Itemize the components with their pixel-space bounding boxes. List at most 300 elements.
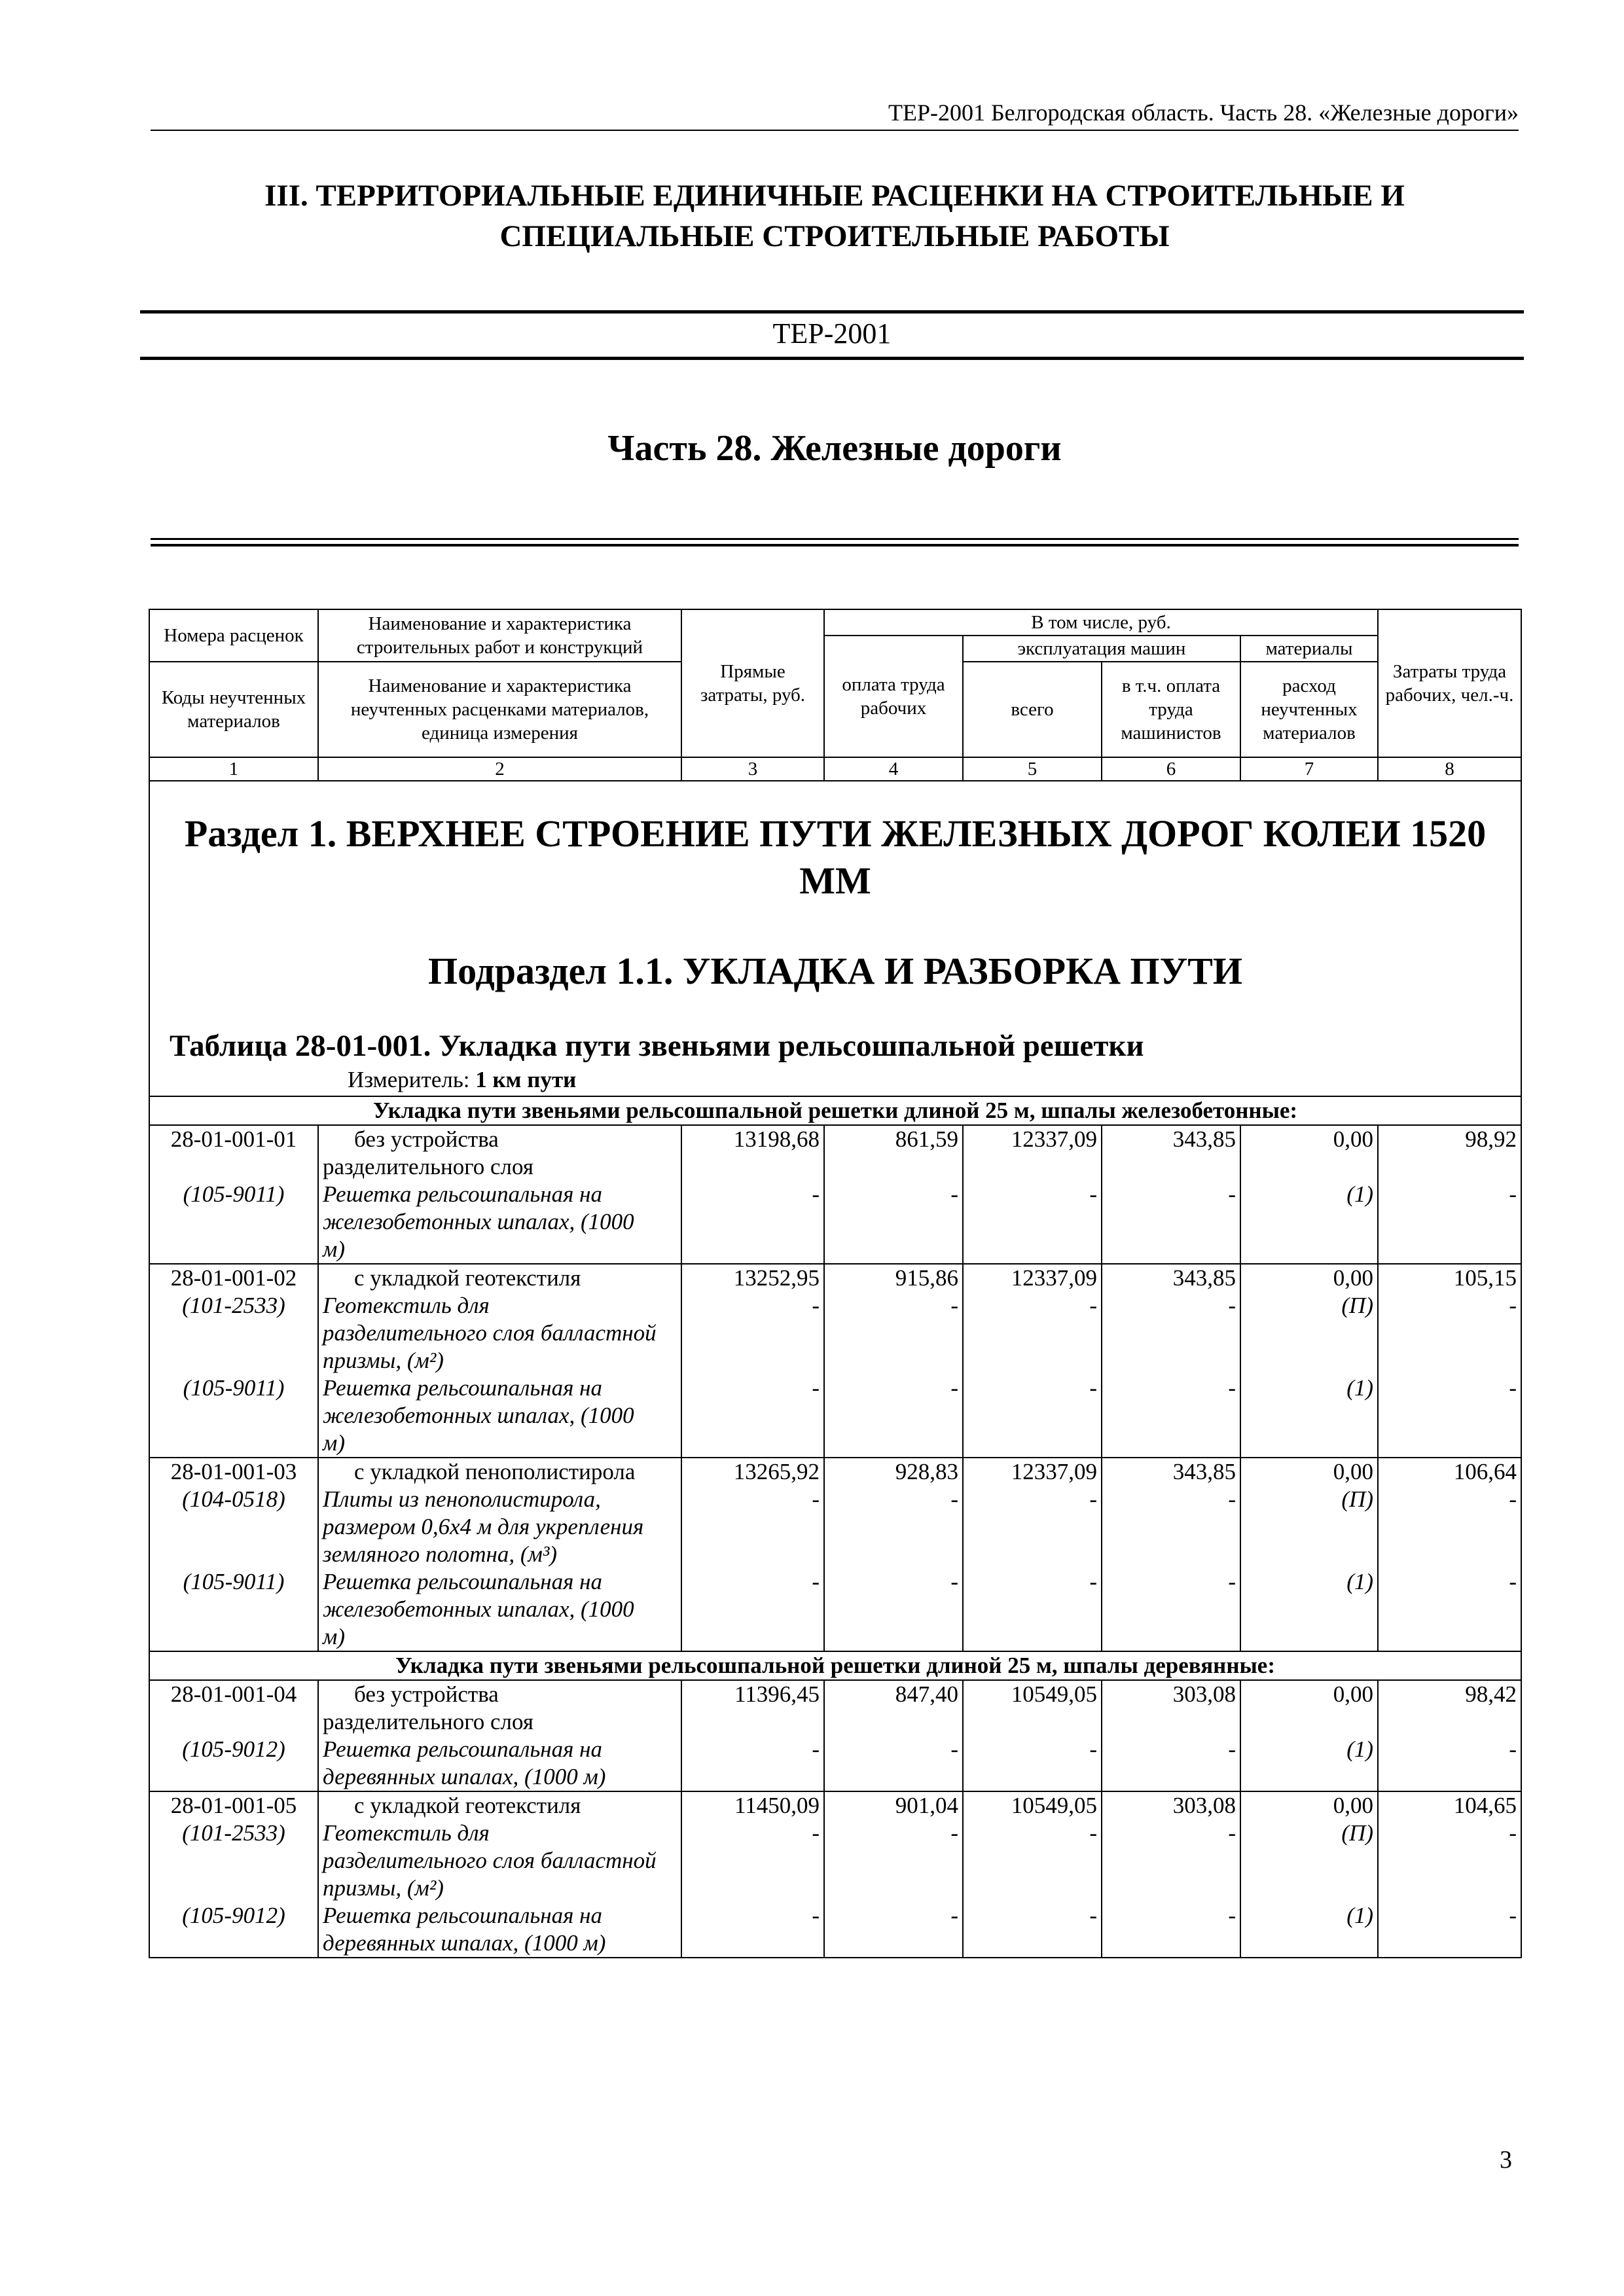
value: 11450,09 xyxy=(734,1793,820,1818)
value: (1) xyxy=(1346,1903,1373,1928)
spacer xyxy=(1106,1763,1236,1791)
spacer xyxy=(967,1874,1097,1902)
table-row xyxy=(149,1125,1521,1264)
spacer xyxy=(686,1319,820,1347)
value: 847,40 xyxy=(895,1681,958,1707)
header-col7: расход неучтенных материалов xyxy=(1240,662,1378,757)
header-col1-top: Номера расценок xyxy=(149,609,318,662)
value: - xyxy=(1228,1820,1236,1846)
material-name-line: земляного полотна, (м³) xyxy=(323,1541,558,1567)
value-cell-c4 xyxy=(824,1125,963,1264)
spacer xyxy=(1106,1429,1236,1457)
spacer xyxy=(829,1347,958,1374)
material-name-line: м) xyxy=(323,1624,345,1649)
spacer xyxy=(154,1708,314,1736)
spacer xyxy=(154,1319,314,1347)
spacer xyxy=(686,1429,820,1457)
column-number: 4 xyxy=(824,757,963,781)
value: 915,86 xyxy=(895,1265,958,1291)
ter-code: ТЕР-2001 xyxy=(772,317,892,350)
spacer xyxy=(1245,1513,1373,1541)
spacer xyxy=(1106,1623,1236,1651)
spacer xyxy=(967,1319,1097,1347)
spacer xyxy=(686,1541,820,1568)
spacer xyxy=(154,1874,314,1902)
podrazdel-title: Подраздел 1.1. УКЛАДКА И РАЗБОРКА ПУТИ xyxy=(427,950,1243,992)
spacer xyxy=(154,1208,314,1236)
value-cell-c7 xyxy=(1240,1680,1378,1791)
spacer xyxy=(967,1596,1097,1623)
value: (П) xyxy=(1341,1486,1373,1512)
header-row-1 xyxy=(149,609,1521,636)
header-col8: Затраты труда рабочих, чел.-ч. xyxy=(1378,609,1521,757)
material-code: (105-9011) xyxy=(183,1375,285,1401)
spacer xyxy=(829,1596,958,1623)
spacer xyxy=(829,1236,958,1263)
rate-code-cell xyxy=(149,1680,318,1791)
spacer xyxy=(1106,1153,1236,1181)
spacer xyxy=(829,1208,958,1236)
value-cell-c7 xyxy=(1240,1791,1378,1958)
material-name-line: Решетка рельсошпальная на xyxy=(323,1903,603,1928)
header-col3: Прямые затраты, руб. xyxy=(681,609,824,757)
rate-code-cell xyxy=(149,1458,318,1651)
spacer xyxy=(1245,1708,1373,1736)
value: - xyxy=(1228,1736,1236,1762)
subhead-concrete: Укладка пути звеньями рельсошпальной решетки длиной 25 м, шпалы железобетонные: xyxy=(149,1096,1521,1125)
material-name-line: Решетка рельсошпальная на xyxy=(323,1569,603,1594)
work-name-line: разделительного слоя xyxy=(323,1709,533,1734)
value: 13198,68 xyxy=(733,1126,820,1152)
spacer xyxy=(1245,1153,1373,1181)
spacer xyxy=(686,1513,820,1541)
rate-number: 28-01-001-01 xyxy=(170,1126,297,1152)
rate-number: 28-01-001-02 xyxy=(170,1265,297,1291)
spacer xyxy=(686,1708,820,1736)
value: - xyxy=(812,1375,820,1401)
spacer xyxy=(686,1236,820,1263)
material-name-line: Геотекстиль для xyxy=(323,1820,490,1846)
intro-cell xyxy=(149,781,1521,1096)
value: - xyxy=(812,1486,820,1512)
spacer xyxy=(829,1763,958,1791)
spacer xyxy=(1382,1847,1517,1874)
spacer xyxy=(154,1429,314,1457)
rate-code-cell xyxy=(149,1125,318,1264)
value: 0,00 xyxy=(1333,1681,1373,1707)
value: - xyxy=(1228,1569,1236,1594)
spacer xyxy=(686,1347,820,1374)
value: - xyxy=(1228,1486,1236,1512)
rate-code-cell xyxy=(149,1264,318,1458)
spacer xyxy=(1382,1513,1517,1541)
spacer xyxy=(686,1763,820,1791)
spacer xyxy=(686,1929,820,1957)
intro-row xyxy=(149,781,1521,1096)
value: (1) xyxy=(1346,1736,1373,1762)
value: 10549,05 xyxy=(1011,1793,1097,1818)
spacer xyxy=(154,1153,314,1181)
value: 98,92 xyxy=(1465,1126,1517,1152)
value: - xyxy=(950,1820,958,1846)
spacer xyxy=(967,1929,1097,1957)
measure-label: Измеритель: xyxy=(348,1067,470,1092)
column-number: 8 xyxy=(1378,757,1521,781)
spacer xyxy=(1382,1596,1517,1623)
value: (1) xyxy=(1346,1375,1373,1401)
value: - xyxy=(812,1181,820,1207)
spacer xyxy=(829,1874,958,1902)
column-number: 2 xyxy=(318,757,681,781)
rate-name-cell xyxy=(318,1125,681,1264)
column-number: 3 xyxy=(681,757,824,781)
work-name-line: без устройства xyxy=(354,1126,499,1152)
header-col4: оплата труда рабочих xyxy=(824,636,963,757)
value-cell-c5 xyxy=(963,1264,1102,1458)
spacer xyxy=(829,1847,958,1874)
spacer xyxy=(1106,1402,1236,1429)
spacer xyxy=(967,1847,1097,1874)
value: 343,85 xyxy=(1172,1459,1236,1484)
value: 861,59 xyxy=(895,1126,958,1152)
value: - xyxy=(1089,1293,1097,1318)
spacer xyxy=(829,1429,958,1457)
value: - xyxy=(1509,1820,1517,1846)
spacer xyxy=(1382,1429,1517,1457)
rate-name-cell xyxy=(318,1791,681,1958)
value-cell-c8 xyxy=(1378,1680,1521,1791)
spacer xyxy=(686,1208,820,1236)
spacer xyxy=(1245,1429,1373,1457)
value: 11396,45 xyxy=(734,1681,820,1707)
value-cell-c4 xyxy=(824,1458,963,1651)
value: - xyxy=(950,1375,958,1401)
value-cell-c6 xyxy=(1102,1125,1240,1264)
spacer xyxy=(967,1208,1097,1236)
spacer xyxy=(1245,1208,1373,1236)
spacer xyxy=(1245,1319,1373,1347)
column-number: 7 xyxy=(1240,757,1378,781)
value: - xyxy=(1089,1181,1097,1207)
material-name-line: Решетка рельсошпальная на xyxy=(323,1736,603,1762)
value: - xyxy=(812,1293,820,1318)
value-cell-c4 xyxy=(824,1791,963,1958)
work-name-line: разделительного слоя xyxy=(323,1154,533,1179)
value: - xyxy=(1089,1736,1097,1762)
value: - xyxy=(1089,1820,1097,1846)
rate-code-cell xyxy=(149,1791,318,1958)
material-code: (101-2533) xyxy=(182,1820,285,1846)
spacer xyxy=(1106,1847,1236,1874)
table-row xyxy=(149,1791,1521,1958)
value: 10549,05 xyxy=(1011,1681,1097,1707)
value-cell-c5 xyxy=(963,1458,1102,1651)
rate-name-cell xyxy=(318,1264,681,1458)
value: - xyxy=(1509,1736,1517,1762)
spacer xyxy=(967,1347,1097,1374)
work-name-line: с укладкой геотекстиля xyxy=(354,1793,581,1818)
rate-number: 28-01-001-03 xyxy=(170,1459,297,1484)
material-code: (105-9012) xyxy=(182,1903,285,1928)
spacer xyxy=(829,1513,958,1541)
spacer xyxy=(1245,1763,1373,1791)
spacer xyxy=(1245,1347,1373,1374)
material-name-line: Решетка рельсошпальная на xyxy=(323,1181,603,1207)
material-name-line: призмы, (м²) xyxy=(323,1348,444,1373)
value: - xyxy=(950,1569,958,1594)
value: - xyxy=(812,1820,820,1846)
spacer xyxy=(1382,1708,1517,1736)
value-cell-c5 xyxy=(963,1680,1102,1791)
value: (П) xyxy=(1341,1293,1373,1318)
spacer xyxy=(1106,1319,1236,1347)
value: - xyxy=(812,1903,820,1928)
spacer xyxy=(1106,1347,1236,1374)
value: - xyxy=(950,1181,958,1207)
value-cell-c6 xyxy=(1102,1680,1240,1791)
material-name-line: размером 0,6х4 м для укрепления xyxy=(323,1514,644,1539)
material-code: (104-0518) xyxy=(182,1486,285,1512)
material-name-line: м) xyxy=(323,1236,345,1262)
spacer xyxy=(967,1708,1097,1736)
value-cell-c5 xyxy=(963,1125,1102,1264)
value-cell-c7 xyxy=(1240,1458,1378,1651)
work-name-line: с укладкой геотекстиля xyxy=(354,1265,581,1291)
rate-number: 28-01-001-05 xyxy=(170,1793,297,1818)
value: (П) xyxy=(1341,1820,1373,1846)
value: 0,00 xyxy=(1333,1126,1373,1152)
value-cell-c8 xyxy=(1378,1264,1521,1458)
value: 0,00 xyxy=(1333,1459,1373,1484)
value: - xyxy=(812,1569,820,1594)
value: - xyxy=(1089,1569,1097,1594)
value: - xyxy=(1509,1486,1517,1512)
spacer xyxy=(1245,1596,1373,1623)
header-incl: В том числе, руб. xyxy=(824,609,1378,636)
spacer xyxy=(829,1623,958,1651)
column-number: 5 xyxy=(963,757,1102,781)
spacer xyxy=(686,1402,820,1429)
table-row xyxy=(149,1264,1521,1458)
spacer xyxy=(1106,1929,1236,1957)
material-name-line: Решетка рельсошпальная на xyxy=(323,1375,603,1401)
ter-rule-bottom xyxy=(140,357,1524,360)
header-machines: эксплуатация машин xyxy=(963,636,1240,662)
spacer xyxy=(1106,1513,1236,1541)
spacer xyxy=(1245,1541,1373,1568)
value-cell-c4 xyxy=(824,1680,963,1791)
header-col1-bottom: Коды неучтенных материалов xyxy=(149,662,318,757)
value-cell-c6 xyxy=(1102,1791,1240,1958)
value: - xyxy=(1228,1903,1236,1928)
value: 12337,09 xyxy=(1011,1265,1097,1291)
spacer xyxy=(1382,1623,1517,1651)
material-code: (105-9011) xyxy=(183,1181,285,1207)
column-number: 1 xyxy=(149,757,318,781)
header-col6: в т.ч. оплата труда машинистов xyxy=(1102,662,1240,757)
material-name-line: призмы, (м²) xyxy=(323,1875,444,1901)
spacer xyxy=(967,1513,1097,1541)
spacer xyxy=(154,1513,314,1541)
spacer xyxy=(967,1623,1097,1651)
value-cell-c6 xyxy=(1102,1264,1240,1458)
value: - xyxy=(1509,1903,1517,1928)
spacer xyxy=(1382,1763,1517,1791)
value: - xyxy=(1509,1569,1517,1594)
measure-value: 1 км пути xyxy=(475,1067,577,1092)
value: 303,08 xyxy=(1172,1793,1236,1818)
spacer xyxy=(967,1236,1097,1263)
value: 12337,09 xyxy=(1011,1459,1097,1484)
value: - xyxy=(1089,1375,1097,1401)
spacer xyxy=(829,1541,958,1568)
spacer xyxy=(154,1541,314,1568)
value: - xyxy=(950,1486,958,1512)
value: - xyxy=(950,1903,958,1928)
spacer xyxy=(1245,1402,1373,1429)
rates-table xyxy=(149,609,1522,1958)
double-rule xyxy=(151,538,1519,547)
value: - xyxy=(1228,1293,1236,1318)
rate-name-cell xyxy=(318,1458,681,1651)
spacer xyxy=(1382,1402,1517,1429)
material-name-line: разделительного слоя балластной xyxy=(323,1848,657,1873)
spacer xyxy=(1245,1236,1373,1263)
value-cell-c3 xyxy=(681,1458,824,1651)
value-cell-c8 xyxy=(1378,1791,1521,1958)
spacer xyxy=(967,1763,1097,1791)
subhead-row xyxy=(149,1651,1521,1680)
material-name-line: деревянных шпалах, (1000 м) xyxy=(323,1930,606,1956)
value-cell-c3 xyxy=(681,1264,824,1458)
value: - xyxy=(1228,1181,1236,1207)
material-name-line: деревянных шпалах, (1000 м) xyxy=(323,1764,606,1789)
value: 303,08 xyxy=(1172,1681,1236,1707)
material-name-line: железобетонных шпалах, (1000 xyxy=(323,1596,634,1622)
spacer xyxy=(686,1153,820,1181)
spacer xyxy=(154,1596,314,1623)
spacer xyxy=(1106,1708,1236,1736)
value: 901,04 xyxy=(895,1793,958,1818)
value: - xyxy=(1509,1375,1517,1401)
rate-number: 28-01-001-04 xyxy=(170,1681,297,1707)
spacer xyxy=(1382,1347,1517,1374)
value: 928,83 xyxy=(895,1459,958,1484)
spacer xyxy=(154,1623,314,1651)
part-title: Часть 28. Железные дороги xyxy=(607,428,1062,469)
table-row xyxy=(149,1458,1521,1651)
spacer xyxy=(1382,1153,1517,1181)
value: - xyxy=(1089,1903,1097,1928)
spacer xyxy=(686,1874,820,1902)
running-header: ТЕР-2001 Белгородская область. Часть 28. «Железные дороги» xyxy=(888,99,1519,126)
material-name-line: разделительного слоя балластной xyxy=(323,1320,657,1346)
spacer xyxy=(686,1623,820,1651)
spacer xyxy=(686,1847,820,1874)
material-code: (105-9012) xyxy=(182,1736,285,1762)
value: - xyxy=(1228,1375,1236,1401)
spacer xyxy=(1382,1236,1517,1263)
value: - xyxy=(950,1736,958,1762)
spacer xyxy=(1382,1319,1517,1347)
material-name-line: м) xyxy=(323,1430,345,1456)
value: - xyxy=(1509,1293,1517,1318)
value: - xyxy=(950,1293,958,1318)
spacer xyxy=(967,1153,1097,1181)
spacer xyxy=(1245,1847,1373,1874)
value-cell-c8 xyxy=(1378,1458,1521,1651)
material-name-line: железобетонных шпалах, (1000 xyxy=(323,1403,634,1428)
spacer xyxy=(154,1236,314,1263)
column-numbers-row xyxy=(149,757,1521,781)
value-cell-c7 xyxy=(1240,1125,1378,1264)
value: - xyxy=(1089,1486,1097,1512)
value: 12337,09 xyxy=(1011,1126,1097,1152)
spacer xyxy=(1245,1623,1373,1651)
material-code: (101-2533) xyxy=(182,1293,285,1318)
spacer xyxy=(154,1847,314,1874)
measure-line xyxy=(348,1066,1507,1094)
spacer xyxy=(1106,1236,1236,1263)
rate-name-cell xyxy=(318,1680,681,1791)
subhead-row xyxy=(149,1096,1521,1125)
value: 13252,95 xyxy=(733,1265,820,1291)
value: - xyxy=(812,1736,820,1762)
value: 13265,92 xyxy=(733,1459,820,1484)
spacer xyxy=(829,1929,958,1957)
spacer xyxy=(967,1429,1097,1457)
value: 343,85 xyxy=(1172,1265,1236,1291)
spacer xyxy=(154,1929,314,1957)
spacer xyxy=(967,1402,1097,1429)
spacer xyxy=(829,1153,958,1181)
value: 98,42 xyxy=(1465,1681,1517,1707)
spacer xyxy=(1382,1874,1517,1902)
section-title: III. ТЕРРИТОРИАЛЬНЫЕ ЕДИНИЧНЫЕ РАСЦЕНКИ НА СТРОИТЕЛЬНЫЕ И СПЕЦИАЛЬНЫЕ СТРОИТЕЛЬНЫЕ РАБОТЫ xyxy=(264,179,1405,253)
value: 106,64 xyxy=(1453,1459,1517,1484)
table-row xyxy=(149,1680,1521,1791)
material-name-line: Плиты из пенополистирола, xyxy=(323,1486,601,1512)
header-rule xyxy=(151,130,1519,131)
spacer xyxy=(154,1402,314,1429)
spacer xyxy=(1106,1541,1236,1568)
header-col5: всего xyxy=(963,662,1102,757)
value-cell-c7 xyxy=(1240,1264,1378,1458)
subhead-wooden: Укладка пути звеньями рельсошпальной решетки длиной 25 м, шпалы деревянные: xyxy=(149,1651,1521,1680)
material-name-line: Геотекстиль для xyxy=(323,1293,490,1318)
spacer xyxy=(1245,1874,1373,1902)
spacer xyxy=(967,1541,1097,1568)
spacer xyxy=(154,1763,314,1791)
value-cell-c5 xyxy=(963,1791,1102,1958)
value: (1) xyxy=(1346,1569,1373,1594)
spacer xyxy=(1382,1541,1517,1568)
spacer xyxy=(1106,1208,1236,1236)
value-cell-c3 xyxy=(681,1125,824,1264)
razdel-title: Раздел 1. ВЕРХНЕЕ СТРОЕНИЕ ПУТИ ЖЕЛЕЗНЫХ ДОРОГ КОЛЕИ 1520 ММ xyxy=(184,812,1487,902)
value: 0,00 xyxy=(1333,1793,1373,1818)
value: 343,85 xyxy=(1172,1126,1236,1152)
spacer xyxy=(1106,1874,1236,1902)
spacer xyxy=(1106,1596,1236,1623)
spacer xyxy=(1245,1929,1373,1957)
table-title: Таблица 28-01-001. Укладка пути звеньями рельсошпальной решетки xyxy=(170,1029,1144,1063)
header-col2-top: Наименование и характеристика строительных работ и конструкций xyxy=(318,609,681,662)
value-cell-c4 xyxy=(824,1264,963,1458)
value: 105,15 xyxy=(1453,1265,1517,1291)
spacer xyxy=(1382,1929,1517,1957)
spacer xyxy=(829,1319,958,1347)
